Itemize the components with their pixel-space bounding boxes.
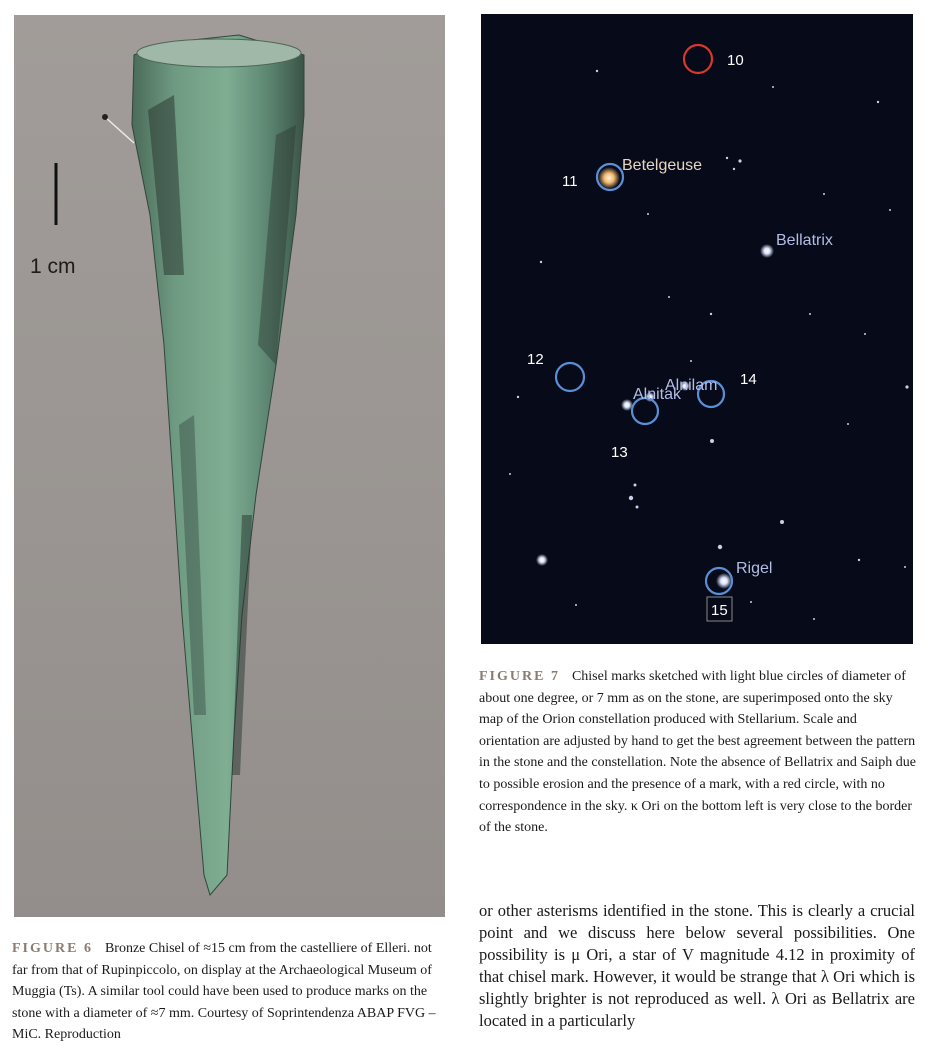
- mark-number-15: 15: [711, 602, 728, 619]
- figure-6-caption: [12, 938, 448, 1046]
- mark-number-13: 13: [611, 444, 628, 461]
- label-betelgeuse: Betelgeuse: [622, 157, 703, 174]
- scale-label: 1 cm: [30, 255, 76, 278]
- mark-10-red-circle: [684, 45, 712, 73]
- mark-12-circle: [556, 363, 584, 391]
- figure-6-caption-text: Bronze Chisel of ≈15 cm from the castelliere of Elleri. not far from that of Rupinpiccolo, on display at the Archaeological Museum of Muggia (Ts). A similar tool could have been used to produce marks on the stone with a diameter of ≈7 mm. Courtesy of Soprintendenza ABAP FVG – MiC. Reproduction: [12, 941, 436, 1043]
- mark-number-12: 12: [527, 351, 544, 368]
- mark-number-14: 14: [740, 371, 757, 388]
- bellatrix-star: [760, 244, 774, 258]
- sky-map-drawing: [481, 14, 913, 644]
- figure-7-caption-text: Chisel marks sketched with light blue circles of diameter of about one degree, or 7 mm as on the stone, are superimposed onto the sky map of the Orion constellation produced with Stellarium. Scale and orientation are adjusted by hand to get the best agreement between the pattern in the stone and the constellation. Note the absence of Bellatrix and Saiph due to possible erosion and the presence of a mark, with a red circle, with no correspondence in the sky. κ Ori on the bottom left is very close to the border of the stone.: [479, 669, 916, 836]
- orion-sky-map: [481, 14, 913, 644]
- mark-number-10: 10: [727, 52, 744, 69]
- figure-7-label: FIGURE 7: [479, 669, 560, 684]
- figure-6-label: FIGURE 6: [12, 941, 93, 956]
- figure-7-caption: [479, 666, 917, 839]
- label-alnilam: Alnilam: [665, 377, 718, 394]
- body-paragraph: or other asterisms identified in the stone. This is clearly a crucial point and we discuss here below several possibilities. One possibility is μ Ori, a star of V magnitude 4.12 in proximity of that chisel mark. However, it would be strange that λ Ori which is slightly brighter is not reproduced as well. λ Ori as Bellatrix are located in a particularly: [479, 901, 915, 1030]
- label-alnitak: Alnitak: [633, 386, 682, 403]
- kappa-ori-star: [536, 554, 548, 566]
- label-rigel: Rigel: [736, 560, 773, 577]
- chisel-photo: [14, 15, 445, 917]
- chisel-drawing: [14, 15, 445, 917]
- background-stars: [509, 70, 909, 620]
- mark-number-11: 11: [562, 173, 578, 190]
- label-bellatrix: Bellatrix: [776, 232, 833, 249]
